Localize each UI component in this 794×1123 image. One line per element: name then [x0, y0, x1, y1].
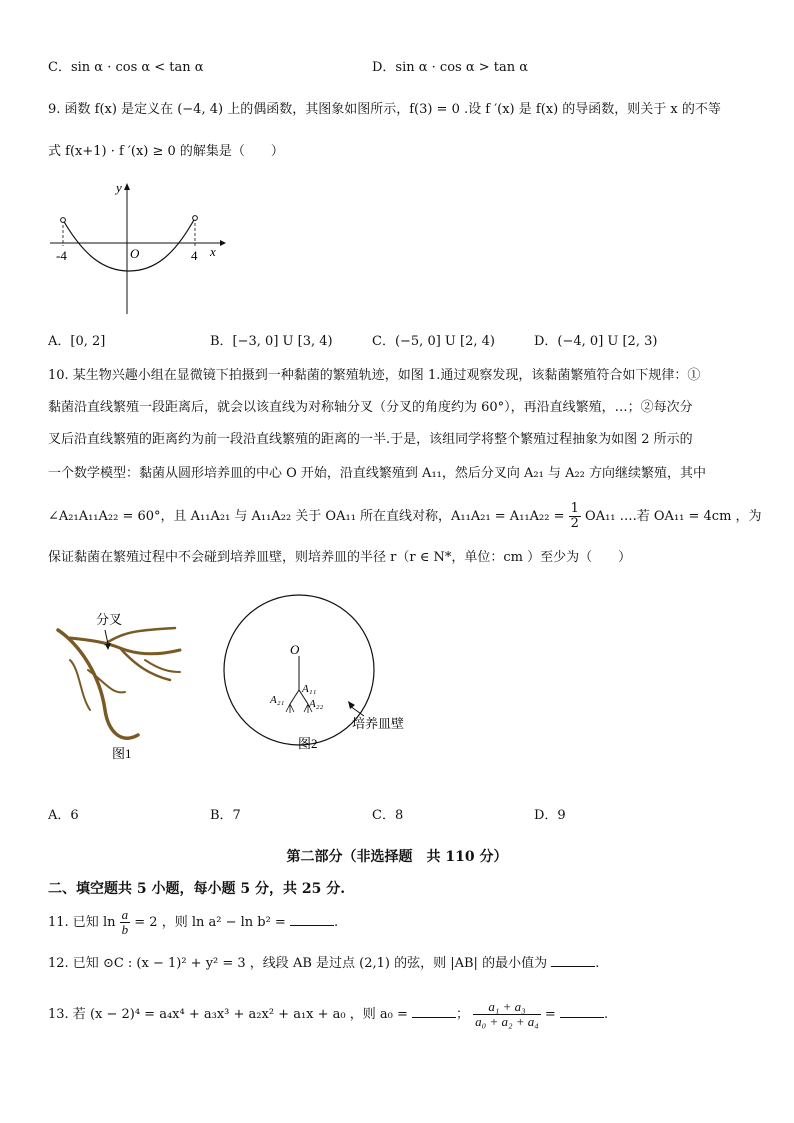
q10-stem-line6: 保证黏菌在繁殖过程中不会碰到培养皿壁，则培养皿的半径 r（r ∈ N*，单位：cm ）至少为（ ） [48, 550, 632, 565]
tick-pos4: 4 [191, 248, 198, 263]
q10-stem-line1: 10. 某生物兴趣小组在显微镜下拍摄到一种黏菌的繁殖轨迹，如图 1.通过观察发现，该黏菌繁殖符合如下规律：① [48, 368, 701, 383]
frac-denominator: 2 [570, 516, 579, 531]
frac-numerator: a₁ + a₃ [473, 1000, 541, 1015]
q9-option-c: C．(−5, 0] U [2, 4) [372, 334, 495, 349]
q10-figure1 [50, 600, 190, 770]
label-A21: A₂₁ [270, 694, 285, 706]
fork-label: 分叉 [96, 612, 123, 627]
open-endpoint-left [61, 218, 66, 223]
q12-stem [48, 954, 599, 974]
fork-arrow-icon [105, 643, 111, 650]
origin-label: O [130, 246, 140, 261]
frac-numerator: 1 [570, 501, 579, 516]
q13-end: . [603, 1007, 609, 1022]
fig2-caption: 图2 [298, 736, 318, 751]
q10-line5-part-b: OA₁₁ ….若 OA₁₁ = 4cm ，为 [585, 509, 762, 524]
q13-stem [48, 1000, 608, 1029]
q10-stem-line3: 叉后沿直线繁殖的距离约为前一段沿直线繁殖的距离的一半.于是，该组同学将整个繁殖过程抽象为如图 2 所示的 [48, 432, 693, 447]
label-A11: A₁₁ [302, 683, 317, 695]
q9-function-graph [44, 176, 234, 318]
q12-answer-blank[interactable] [551, 954, 595, 967]
q9-stem-line1: 9. 函数 f(x) 是定义在 (−4, 4) 上的偶函数，其图象如图所示，f(3) = 0 .设 f ′(x) 是 f(x) 的导函数，则关于 x 的不等 [48, 102, 721, 117]
x-axis-arrow-icon [220, 240, 226, 246]
frac-numerator: a [121, 907, 129, 922]
q13-pre: 13. 若 (x − 2)⁴ = a₄x⁴ + a₃x³ + a₂x² + a₁x + a₀ ，则 a₀ = [48, 1007, 408, 1022]
q10-stem-line5 [48, 502, 762, 531]
frac-denominator: b [121, 922, 129, 937]
q10-line5-part-a: ∠A₂₁A₁₁A₂₂ = 60°，且 A₁₁A₂₁ 与 A₁₁A₂₂ 关于 OA₁₁ 所在直线对称，A₁₁A₂₁ = A₁₁A₂₂ = [48, 509, 565, 524]
section-fill-in-heading: 二、填空题共 5 小题，每小题 5 分，共 25 分. [48, 881, 346, 897]
q13-post: = [544, 1007, 556, 1022]
label-A22: A₂₂ [309, 698, 324, 710]
y-label: y [116, 180, 122, 195]
q10-figure2 [222, 590, 442, 760]
q12-end: . [595, 956, 600, 971]
q13-answer-blank-2[interactable] [560, 1005, 604, 1018]
q11-pre: 11. 已知 ln [48, 915, 116, 930]
q10-stem-line4: 一个数学模型：黏菌从圆形培养皿的中心 O 开始，沿直线繁殖到 A₁₁，然后分叉向 A₂₁ 与 A₂₂ 方向继续繁殖，其中 [48, 466, 707, 481]
label-O: O [290, 642, 300, 657]
wall-label: 培养皿壁 [352, 716, 405, 731]
q10-option-b: B．7 [210, 808, 241, 823]
q11-fraction [120, 908, 131, 937]
tick-neg4: -4 [56, 248, 67, 263]
slime-mold-branches [58, 628, 180, 738]
function-curve [63, 218, 195, 271]
open-endpoint-right [193, 216, 198, 221]
q8-option-d: D．sin α · cos α > tan α [372, 60, 529, 75]
q12-text: 12. 已知 ⊙C : (x − 1)² + y² = 3 ，线段 AB 是过点 (2,1) 的弦，则 |AB| 的最小值为 [48, 956, 548, 971]
q13-sep: ； [456, 1007, 470, 1022]
q11-post: = 2 ，则 ln a² − ln b² = [134, 915, 286, 930]
q9-option-a: A．[0, 2] [48, 334, 106, 349]
q8-option-c: C．sin α · cos α < tan α [48, 60, 204, 75]
x-label: x [210, 244, 216, 259]
segment-A11A21 [290, 690, 299, 704]
q10-stem-line2: 黏菌沿直线繁殖一段距离后，就会以该直线为对称轴分叉（分叉的角度约为 60°），再沿直线繁殖，…；②每次分 [48, 400, 693, 415]
sub-branches-left [286, 704, 294, 713]
frac-denominator: a₀ + a₂ + a₄ [475, 1014, 539, 1029]
q9-option-b: B．[−3, 0] U [3, 4) [210, 334, 333, 349]
q10-fraction-half [569, 502, 581, 531]
fig1-caption: 图1 [112, 746, 132, 761]
q11-end: . [333, 915, 339, 930]
q9-option-d: D．(−4, 0] U [2, 3) [534, 334, 658, 349]
q13-fraction [473, 1000, 541, 1029]
q10-option-d: D．9 [534, 808, 566, 823]
y-axis-arrow-icon [124, 183, 130, 190]
q11-answer-blank[interactable] [290, 913, 334, 926]
part2-title: 第二部分（非选择题 共 110 分） [286, 849, 508, 865]
q9-stem-line2: 式 f(x+1) · f ′(x) ≥ 0 的解集是（ ） [48, 144, 284, 159]
q10-option-c: C．8 [372, 808, 404, 823]
q10-option-a: A．6 [48, 808, 79, 823]
q11-stem [48, 908, 338, 937]
q13-answer-blank-1[interactable] [412, 1005, 456, 1018]
wall-arrow-icon [348, 701, 355, 709]
